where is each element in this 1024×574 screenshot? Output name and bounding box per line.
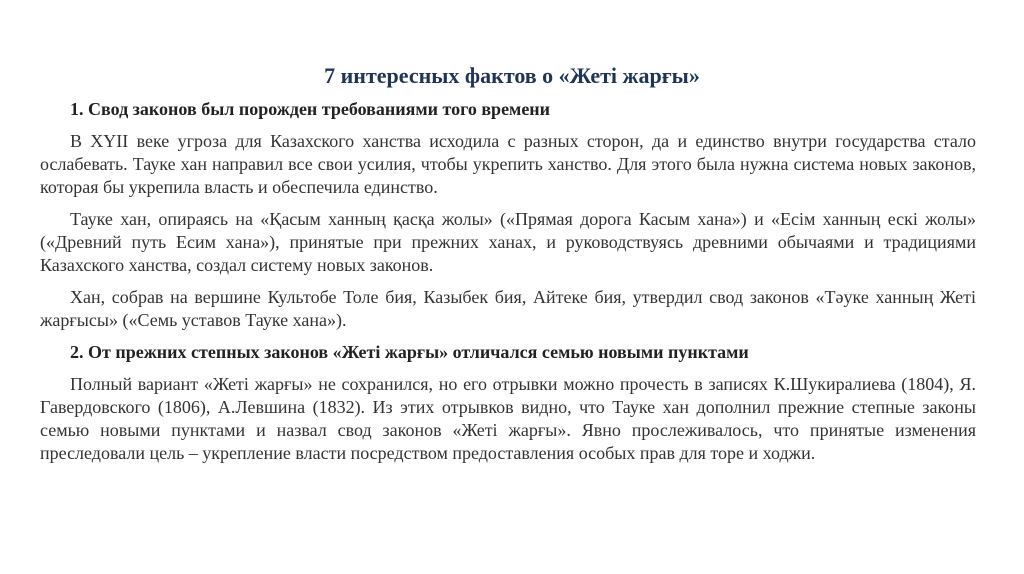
- paragraph-3: Хан, собрав на вершине Культобе Толе бия, Казыбек бия, Айтеке бия, утвердил свод законов «Тәуке ханның Жеті жарғысы» («Семь уставов Тауке хана»).: [40, 287, 976, 330]
- paragraph-1: В XYII веке угроза для Казахского ханства исходила с разных сторон, да и единство внутри государства стало ослабевать. Тауке хан направил все свои усилия, чтобы укрепить ханство. Для этого была нужна система новых законов, которая бы укрепила власть и обеспечила единство.: [40, 131, 976, 197]
- section-heading-2: 2. От прежних степных законов «Жеті жарғы» отличался семью новыми пунктами: [70, 342, 749, 362]
- section-heading-1: 1. Свод законов был порожден требованиями того времени: [70, 99, 551, 119]
- slide-content: [40, 98, 976, 474]
- paragraph-4: Полный вариант «Жеті жарғы» не сохранился, но его отрывки можно прочесть в записях К.Шукиралиева (1804), Я. Гавердовского (1806), А.Левшина (1832). Из этих отрывков видно, что Тауке хан дополнил прежние степные законы семью новыми пунктами и назвал свод законов «Жеті жарғы». Явно прослеживалось, что принятые изменения преследовали цель – укрепление власти посредством предоставления особых прав для торе и ходжи.: [40, 374, 976, 463]
- paragraph-2: Тауке хан, опираясь на «Қасым ханның қасқа жолы» («Прямая дорога Касым хана») и «Есім ханның ескі жолы» («Древний путь Есим хана»), принятые при прежних ханах, и руководствуясь древними обычаями и традициями Казахского ханства, создал систему новых законов.: [40, 209, 976, 275]
- slide-title: 7 интересных фактов о «Жеті жарғы»: [324, 63, 700, 88]
